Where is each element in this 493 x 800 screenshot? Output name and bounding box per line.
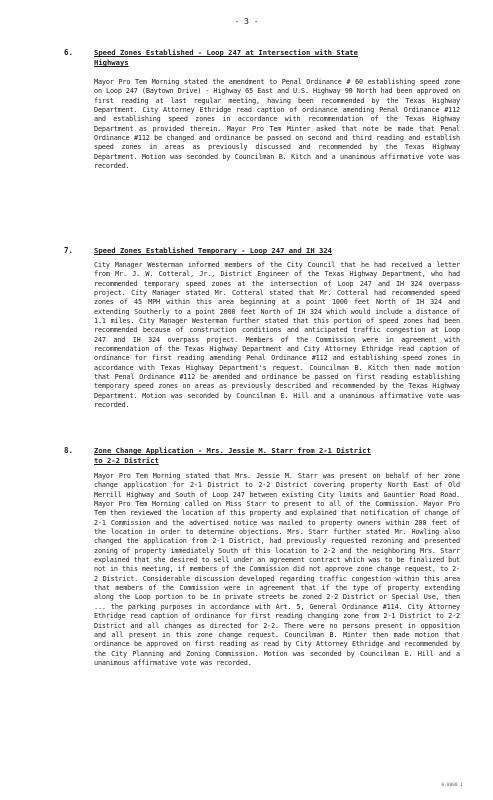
section-number: 7. [64, 246, 74, 255]
footer-code: 0.0000 1 [441, 783, 463, 788]
page-number: - 3 - [234, 17, 259, 26]
section-number: 6. [64, 48, 74, 57]
section-number: 8. [64, 446, 74, 455]
section-body: City Manager Westerman informed members of the City Council that he had received a letter from Mr. J. W. Cotteral, Jr., District Engineer of the Texas Highway Department, who had recommended temporary speed zones at the intersection of Loop 247 and IH 324 overpass project. City Manager stated Mr. Cotteral stated that Mr. Cotteral had recommended speed zones of 45 MPH within this area beginning at a point 1000 feet North of IH 324 and extending Southerly to a point 2000 feet North of IH 324 which would include a distance of 1.1 miles. City Manager Westerman further stated that this portion of speed zones had been recommended because of construction conditions and anticipated traffic congestion at Loop 247 and IH 324 overpass project. Members of the Commission were in agreement with recommendation of the Texas Highway Department and City Attorney Ethridge read caption of ordinance for first reading amending Penal Ordinance #112 and establishing speed zones in accordance with Texas Highway Department's request. Councilman B. Kitch then made motion that Penal Ordinance #112 be amended and ordinance be passed on first reading establishing temporary speed zones on areas as previously described and recommended by the Texas Highway Department. Motion was seconded by Councilman E. Hill and a unanimous affirmative vote was recorded. [94, 261, 460, 410]
section-body: Mayor Pro Tem Morning stated the amendment to Penal Ordinance # 60 establishing speed zone on Loop 247 (Baytown Drive) - Highway 65 East and U.S. Highway 90 North had been approved on first reading at last regular meeting, having been recommended by the Texas Highway Department. City Attorney Ethridge read caption of ordinance amending Penal Ordinance #112 and establishing speed zones in accordance with recommendation of the Texas Highway Department as provided therein. Mayor Pro Tem Minter asked that note be made that Penal Ordinance #112 be changed and ordinance be passed on second and third reading and establish speed zones in areas as previously discussed and recommended by the Texas Highway Department. Motion was seconded by Councilman B. Kitch and a unanimous affirmative vote was recorded. [94, 78, 460, 171]
section-body: Mayor Pro Tem Morning stated that Mrs. Jessie M. Starr was present on behalf of her zone change application for 2-1 District to 2-2 District covering property North East of Old Merrill Highway and South of Loop 247 between existing City limits and Gauntier Road Road. Mayor Pro Tem Morning called on Miss Starr to present to all of the Commission. Mayor Pro Tem then reviewed the location of this property and explained that notification of change of 2-1 Commission and the advertised notice was mailed to property owners within 200 feet of the location in order to determine objections. Mrs. Starr further stated Mr. Howling also changed the application from 2-1 District, had previously requested rezoning and presented zoning of property immediately South of this location to 2-2 and the neighboring Mrs. Starr explained that she desired to sell under an agreement contract which was to be finalized but not in this meeting, if members of the Commission did not approve zone change request, to 2-2 District. Considerable discussion developed regarding traffic congestion within this area that members of the Commission were in agreement that if the type of property extending along the Loop portion to be in private streets be zoned 2-2 District or Special Use, then ... the parking purposes in accordance with Art. 5, General Ordinance #114. City Attorney Ethridge read caption of ordinance for first reading changing zone from 2-1 District to 2-2 District and all changes as directed for 2-2. There were no persons present in opposition and all present in this zone change request. Councilman B. Minter then made motion that ordinance be approved on first reading as read by City Attorney Ethridge and recommended by the City Planning and Zoning Commission. Motion was seconded by Councilman E. Hill and a unanimous affirmative vote was recorded. [94, 472, 460, 667]
section-title: Speed Zones Established Temporary - Loop 247 and IH 324 [94, 246, 332, 255]
section-title: Speed Zones Established - Loop 247 at Intersection with State Highways [94, 48, 358, 67]
section-title: Zone Change Application - Mrs. Jessie M. Starr from 2-1 District to 2-2 District [94, 446, 371, 465]
